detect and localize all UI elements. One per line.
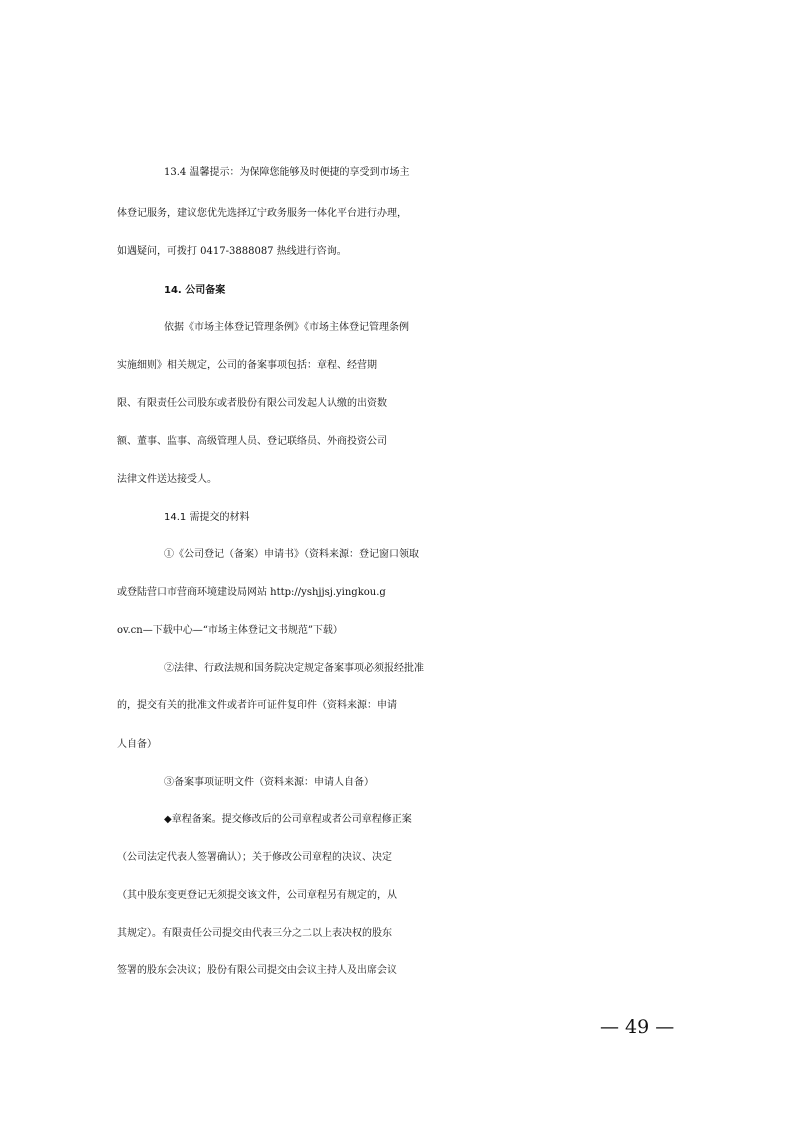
text-line: 依据《市场主体登记管理条例》《市场主体登记管理条例 bbox=[164, 322, 409, 333]
text-line: （其中股东变更登记无须提交该文件，公司章程另有规定的，从 bbox=[117, 890, 397, 901]
subsection-heading: 14.1 需提交的材料 bbox=[164, 512, 250, 523]
text-line: 其规定）。有限责任公司提交由代表三分之二以上表决权的股东 bbox=[117, 928, 392, 939]
page-number: — 49 — bbox=[600, 1016, 675, 1038]
section-heading: 14. 公司备案 bbox=[164, 285, 226, 296]
text-line: 的，提交有关的批准文件或者许可证件复印件（资料来源：申请 bbox=[117, 700, 397, 711]
text-line: ov.cn—下载中心—“市场主体登记文书规范”下载） bbox=[117, 625, 343, 636]
text-line: 体登记服务，建议您优先选择辽宁政务服务一体化平台进行办理， bbox=[117, 208, 407, 219]
text-line: 或登陆营口市营商环境建设局网站 http://yshjjsj.yingkou.g bbox=[117, 587, 386, 598]
text-line: 13.4 温馨提示：为保障您能够及时便捷的享受到市场主 bbox=[164, 167, 410, 178]
text-line: ②法律、行政法规和国务院决定规定备案事项必须报经批准 bbox=[164, 663, 424, 674]
text-line: ◆章程备案。提交修改后的公司章程或者公司章程修正案 bbox=[164, 814, 412, 825]
text-line: 如遇疑问，可拨打 0417-3888087 热线进行咨询。 bbox=[117, 246, 347, 257]
text-line: 额、董事、监事、高级管理人员、登记联络员、外商投资公司 bbox=[117, 436, 387, 447]
text-line: 人自备） bbox=[117, 739, 157, 750]
text-line: （公司法定代表人签署确认）；关于修改公司章程的决议、决定 bbox=[117, 852, 392, 863]
text-line: 限、有限责任公司股东或者股份有限公司发起人认缴的出资数 bbox=[117, 398, 387, 409]
text-line: ①《公司登记（备案）申请书》（资料来源：登记窗口领取 bbox=[164, 549, 419, 560]
text-line: 签署的股东会决议；股份有限公司提交由会议主持人及出席会议 bbox=[117, 965, 397, 976]
text-line: ③备案事项证明文件（资料来源：申请人自备） bbox=[164, 777, 374, 788]
text-line: 实施细则》相关规定，公司的备案事项包括：章程、经营期 bbox=[117, 360, 377, 371]
text-line: 法律文件送达接受人。 bbox=[117, 474, 217, 485]
